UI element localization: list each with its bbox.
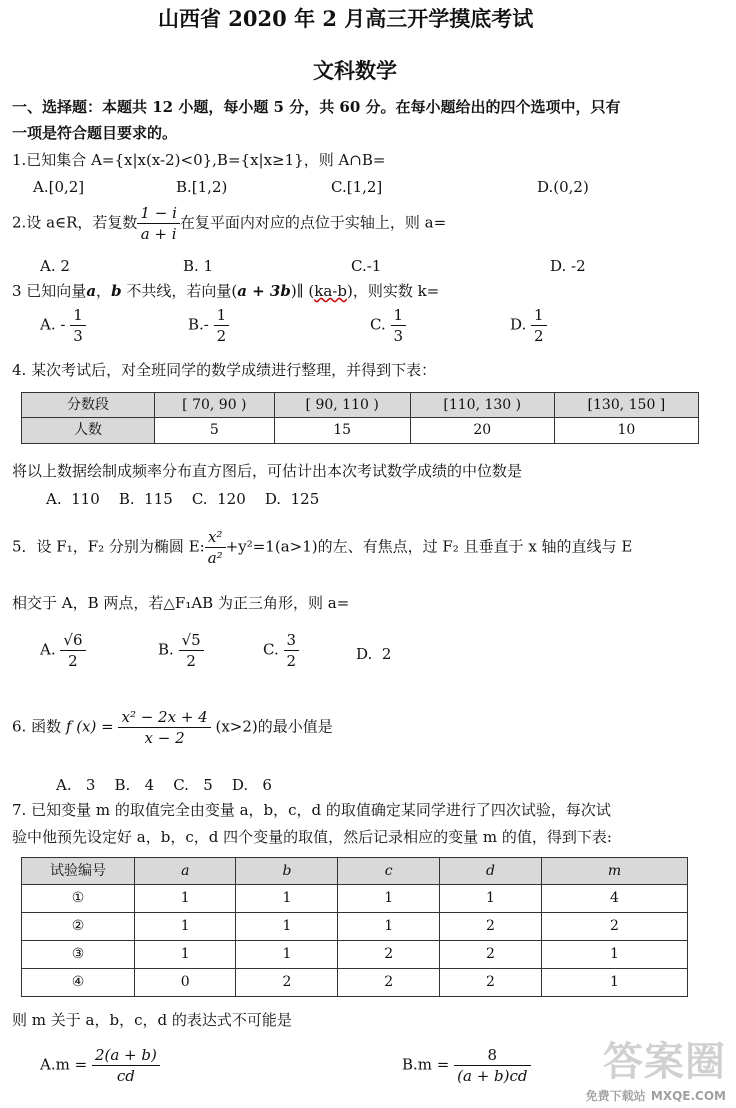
q4-header-range-2: [ 90, 110 ) <box>274 393 410 418</box>
table-row <box>22 941 688 969</box>
q5-option-a-fraction <box>60 631 85 670</box>
q1-option-a: A.[0,2] <box>33 178 85 196</box>
q7-stem-line2: 验中他预先设定好 a，b，c，d 四个变量的取值，然后记录相应的变量 m 的值，得到下表: <box>12 828 612 846</box>
table-cell: 1 <box>338 913 439 941</box>
q6-stem-post: (x>2)的最小值是 <box>215 717 333 736</box>
q7-option-b-fraction <box>454 1046 530 1085</box>
q1-stem: 1.已知集合 A={x|x(x-2)<0},B={x|x≥1}，则 A∩B= <box>12 151 386 169</box>
q6-fraction-den: x − 2 <box>144 729 185 747</box>
q3-option-d-fraction <box>531 306 547 345</box>
table-cell: 2 <box>439 969 541 997</box>
q1-option-d: D.(0,2) <box>537 178 589 196</box>
q7-header-id: 试验编号 <box>22 858 135 885</box>
q1-option-c: C.[1,2] <box>331 178 383 196</box>
q3-option-a-label: A. - <box>40 315 66 334</box>
q2-stem <box>12 204 446 243</box>
watermark-logo <box>586 1038 726 1104</box>
q3-option-b-num: 1 <box>214 306 230 326</box>
q5-option-d <box>356 645 391 663</box>
q3-option-a-num: 1 <box>70 306 86 326</box>
table-cell: 1 <box>236 913 338 941</box>
q3-option-a <box>40 306 86 345</box>
q4-header-range-3: [110, 130 ) <box>410 393 554 418</box>
q3-option-d-den: 2 <box>534 327 544 345</box>
table-cell: 1 <box>541 941 687 969</box>
watermark-small: 免费下载站 <box>585 1089 646 1103</box>
table-cell: ② <box>22 913 135 941</box>
table-cell: 1 <box>135 885 236 913</box>
q2-fraction-den: a + i <box>140 225 177 243</box>
table-cell: ① <box>22 885 135 913</box>
q5-option-a-label: A. <box>40 640 56 659</box>
q5-option-b-den: 2 <box>186 652 196 670</box>
watermark-url: MXQE.COM <box>650 1089 726 1103</box>
q2-option-a: A. 2 <box>40 257 70 275</box>
table-cell: 2 <box>439 913 541 941</box>
table-cell: 1 <box>135 941 236 969</box>
q2-fraction-num: 1 − i <box>137 204 179 224</box>
q3-option-a-fraction <box>70 306 86 345</box>
q3-option-a-den: 3 <box>73 327 83 345</box>
q7-option-b-num: 8 <box>454 1046 530 1066</box>
q3-option-b-fraction <box>214 306 230 345</box>
q6-options: A. 3 B. 4 C. 5 D. 6 <box>56 776 272 794</box>
q3-stem-post: )，则实数 k= <box>346 282 440 300</box>
q7-header-m: m <box>541 858 687 885</box>
q3-option-d <box>510 306 547 345</box>
q5-option-a-den: 2 <box>68 652 78 670</box>
table-cell: 1 <box>236 885 338 913</box>
q7-follow-text: 则 m 关于 a，b，c，d 的表达式不可能是 <box>12 1011 292 1029</box>
q3-stem-mid: 不共线，若向量( <box>121 282 238 300</box>
q4-header-label: 分数段 <box>22 393 155 418</box>
q3-option-d-label: D. <box>510 315 527 334</box>
table-cell: 2 <box>439 941 541 969</box>
q3-vector-b: b <box>111 282 122 300</box>
table-cell: 2 <box>338 969 439 997</box>
q5-option-b-fraction <box>179 631 204 670</box>
q5-option-d-label: D. <box>356 645 373 663</box>
page-title: 山西省 2020 年 2 月高三开学摸底考试 <box>158 6 534 31</box>
q3-stem <box>12 282 439 300</box>
q5-option-c <box>263 631 299 670</box>
q7-stem-line1: 7. 已知变量 m 的取值完全由变量 a，b，c，d 的取值确定某同学进行了四次试验，每次试 <box>12 801 611 819</box>
q3-option-c <box>370 306 406 345</box>
q3-parallel: )∥ ( <box>290 282 315 300</box>
q3-option-b-label: B.- <box>188 315 209 334</box>
q7-experiment-table <box>21 857 688 997</box>
watermark-text: 答案圈 <box>603 1039 726 1085</box>
q4-header-range-4: [130, 150 ] <box>554 393 698 418</box>
q5-stem-post: +y²=1(a>1)的左、有焦点，过 F₂ 且垂直于 x 轴的直线与 E <box>225 537 633 556</box>
table-cell: 2 <box>541 913 687 941</box>
q5-option-a <box>40 631 86 670</box>
page-subtitle: 文科数学 <box>313 58 397 83</box>
q7-option-a-label: A.m = <box>40 1055 88 1074</box>
q3-option-b-den: 2 <box>216 327 227 345</box>
q5-option-a-num: √6 <box>60 631 85 651</box>
q6-fraction-num: x² − 2x + 4 <box>118 708 210 728</box>
q7-option-b-den: (a + b)cd <box>457 1067 528 1085</box>
table-cell: 1 <box>338 885 439 913</box>
q5-option-d-value: 2 <box>381 645 392 663</box>
q7-option-a <box>40 1046 160 1085</box>
q5-stem-line2: 相交于 A，B 两点，若△F₁AB 为正三角形，则 a= <box>12 594 350 612</box>
q7-header-d: d <box>439 858 541 885</box>
q7-option-b-label: B.m = <box>402 1055 450 1074</box>
q4-stem: 4. 某次考试后，对全班同学的数学成绩进行整理，并得到下表： <box>12 361 437 379</box>
table-cell: 2 <box>338 941 439 969</box>
q2-option-c: C.-1 <box>351 257 382 275</box>
q5-fraction-den: a² <box>207 549 223 567</box>
q5-fraction-num: x² <box>205 528 226 548</box>
q2-fraction <box>137 204 179 243</box>
q1-option-b: B.[1,2) <box>176 178 228 196</box>
q5-stem-pre: 5．设 F₁，F₂ 分别为椭圆 E: <box>12 537 205 556</box>
q5-option-b-num: √5 <box>179 631 204 651</box>
table-row <box>22 913 688 941</box>
q4-follow-text: 将以上数据绘制成频率分布直方图后，可估计出本次考试数学成绩的中位数是 <box>12 462 523 480</box>
q3-option-c-label: C. <box>370 315 386 334</box>
q7-option-a-fraction <box>92 1046 160 1085</box>
q6-stem-pre: 6. 函数 <box>12 717 62 736</box>
q2-stem-pre: 2.设 a∈R，若复数 <box>12 213 138 232</box>
q3-option-c-num: 1 <box>391 306 407 326</box>
q3-expr2: ka-b <box>314 282 347 300</box>
section-heading-line1: 一、选择题：本题共 12 小题，每小题 5 分，共 60 分。在每小题给出的四个选项中，只有 <box>12 98 621 116</box>
q5-option-c-den: 2 <box>286 652 297 670</box>
q7-option-a-num: 2(a + b) <box>92 1046 160 1066</box>
table-cell: 4 <box>541 885 687 913</box>
q4-count-2: 15 <box>274 418 410 444</box>
q7-header-a: a <box>135 858 236 885</box>
table-cell: 1 <box>439 885 541 913</box>
q5-stem <box>12 528 632 567</box>
q3-option-c-fraction <box>391 306 407 345</box>
q5-option-b-label: B. <box>158 640 174 659</box>
table-cell: ④ <box>22 969 135 997</box>
q3-vector-a: a <box>86 282 97 300</box>
table-row <box>22 969 688 997</box>
table-cell: 2 <box>236 969 338 997</box>
q5-fraction <box>205 528 226 567</box>
q4-count-3: 20 <box>410 418 554 444</box>
q4-count-4: 10 <box>554 418 698 444</box>
q4-options: A. 110 B. 115 C. 120 D. 125 <box>46 490 320 508</box>
q4-count-1: 5 <box>155 418 275 444</box>
q3-option-d-num: 1 <box>531 306 547 326</box>
q7-option-a-den: cd <box>116 1067 135 1085</box>
section-heading-line2: 一项是符合题目要求的。 <box>12 124 178 142</box>
q4-score-table <box>21 392 699 444</box>
q3-stem-pre: 3 已知向量 <box>12 282 87 300</box>
q3-comma: ， <box>96 282 112 300</box>
q2-option-d: D. -2 <box>550 257 586 275</box>
q5-option-c-fraction <box>284 631 300 670</box>
q7-option-b <box>402 1046 531 1085</box>
q4-row-label: 人数 <box>22 418 155 444</box>
table-cell: 1 <box>135 913 236 941</box>
q5-option-c-label: C. <box>263 640 279 659</box>
q4-header-range-1: [ 70, 90 ) <box>155 393 275 418</box>
q6-stem <box>12 708 333 747</box>
q3-option-c-den: 3 <box>393 327 404 345</box>
q2-stem-post: 在复平面内对应的点位于实轴上，则 a= <box>179 213 447 232</box>
table-row <box>22 885 688 913</box>
q5-option-b <box>158 631 204 670</box>
q2-option-b: B. 1 <box>183 257 214 275</box>
table-cell: 1 <box>236 941 338 969</box>
q3-expr: a + 3b <box>237 282 291 300</box>
table-cell: 0 <box>135 969 236 997</box>
q3-option-b <box>188 306 229 345</box>
table-cell: ③ <box>22 941 135 969</box>
q6-function: f (x) = <box>65 717 114 736</box>
q7-header-c: c <box>338 858 439 885</box>
table-cell: 1 <box>541 969 687 997</box>
q7-header-b: b <box>236 858 338 885</box>
q6-fraction <box>118 708 210 747</box>
q5-option-c-num: 3 <box>284 631 300 651</box>
